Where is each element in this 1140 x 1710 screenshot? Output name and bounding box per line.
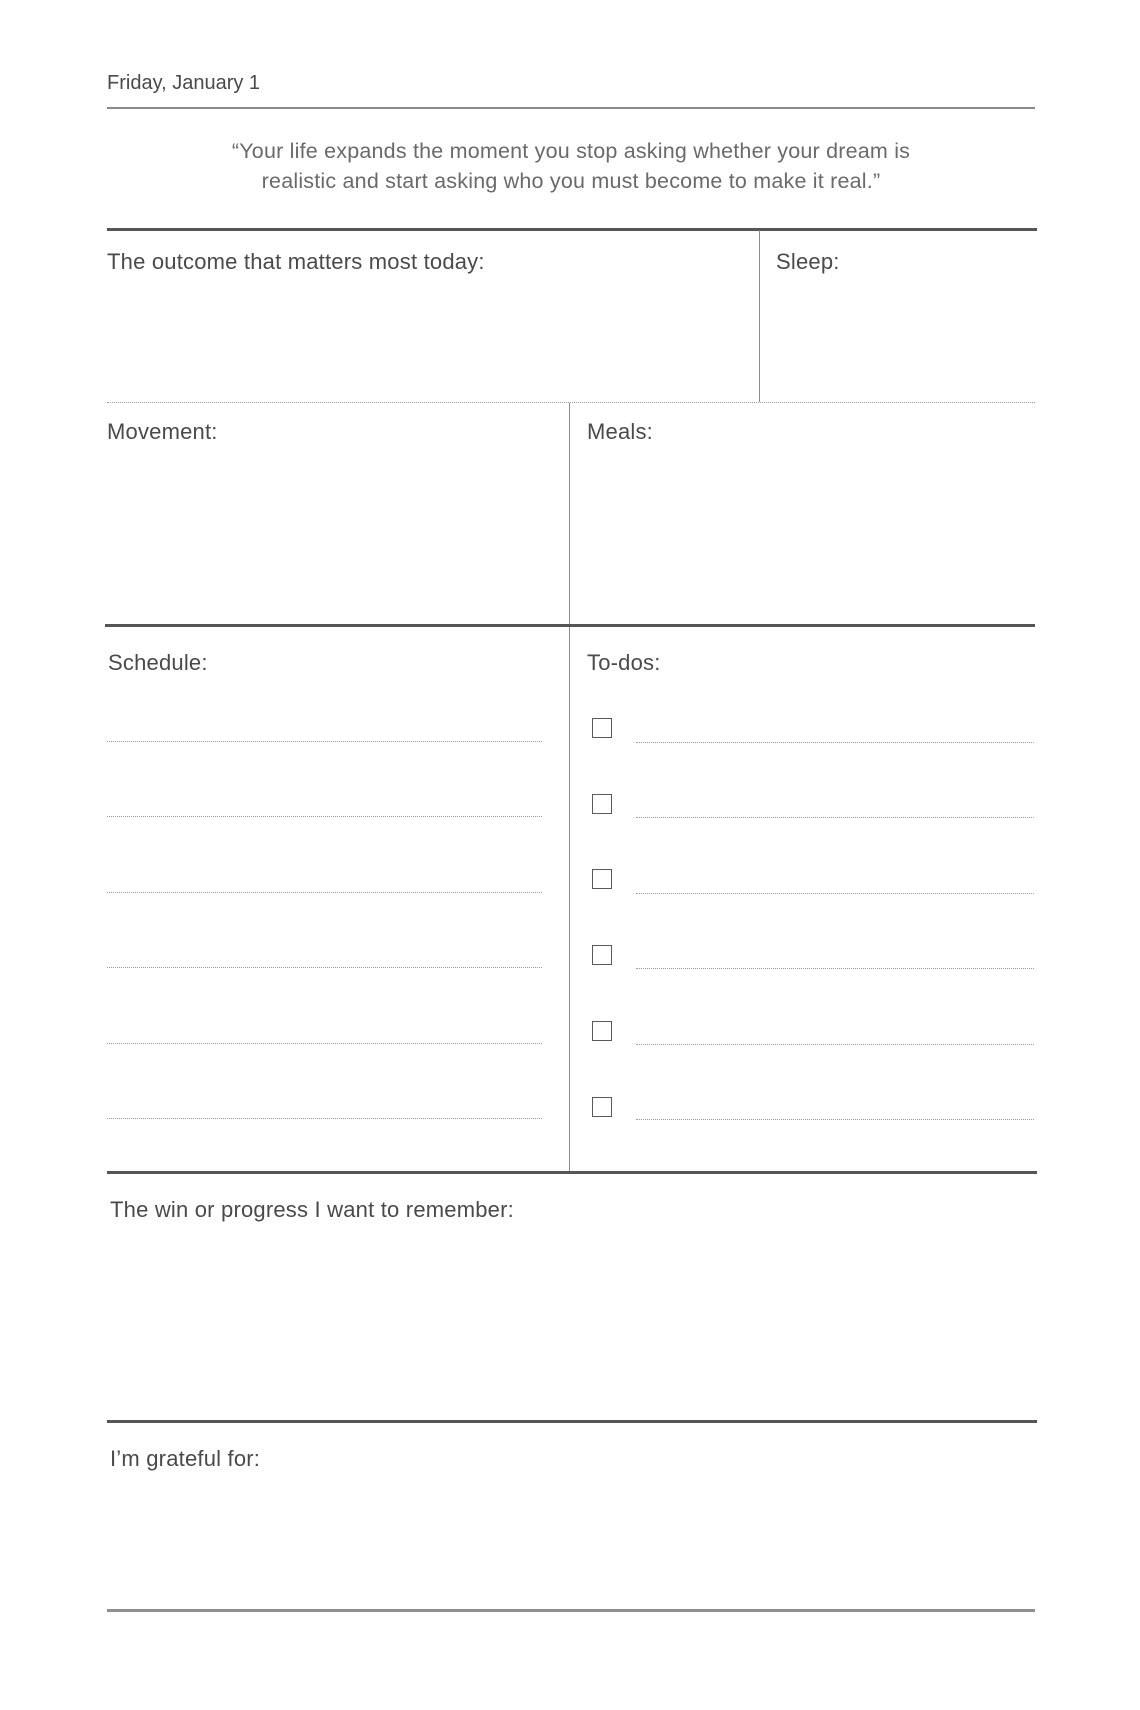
meals-field[interactable] <box>587 446 1034 622</box>
todo-checkbox[interactable] <box>592 869 612 889</box>
sleep-label: Sleep: <box>776 249 840 274</box>
todo-line[interactable] <box>636 1119 1034 1120</box>
win-label: The win or progress I want to remember: <box>110 1197 514 1222</box>
meals-label: Meals: <box>587 419 653 444</box>
schedule-label: Schedule: <box>108 650 208 675</box>
movement-meals-divider <box>569 403 570 626</box>
todo-line[interactable] <box>636 817 1034 818</box>
movement-label: Movement: <box>107 419 218 444</box>
schedule-todos-divider <box>569 627 570 1172</box>
page-date: Friday, January 1 <box>107 72 261 94</box>
outcome-bottom-line <box>107 402 1035 403</box>
todo-checkbox[interactable] <box>592 1097 612 1117</box>
sleep-field[interactable] <box>776 276 1034 400</box>
schedule-line[interactable] <box>107 1118 542 1119</box>
grateful-label: I’m grateful for: <box>110 1446 261 1471</box>
daily-quote <box>107 136 1035 196</box>
middle-section-divider <box>105 624 1035 627</box>
schedule-line[interactable] <box>107 1043 542 1044</box>
schedule-line[interactable] <box>107 967 542 968</box>
header-divider <box>107 107 1035 109</box>
win-section-divider <box>107 1420 1037 1423</box>
schedule-line[interactable] <box>107 892 542 893</box>
schedule-line[interactable] <box>107 816 542 817</box>
todo-line[interactable] <box>636 968 1034 969</box>
outcome-field[interactable] <box>107 276 752 400</box>
top-section-divider <box>107 228 1037 231</box>
quote-line-1: “Your life expands the moment you stop asking whether your dream is <box>231 139 911 163</box>
todo-line[interactable] <box>636 742 1034 743</box>
schedule-section-divider <box>107 1171 1037 1174</box>
todos-label: To-dos: <box>587 650 661 675</box>
page-bottom-line <box>107 1609 1035 1612</box>
outcome-sleep-divider <box>759 230 760 402</box>
todo-checkbox[interactable] <box>592 718 612 738</box>
outcome-label: The outcome that matters most today: <box>107 249 485 274</box>
todo-checkbox[interactable] <box>592 794 612 814</box>
grateful-field[interactable] <box>110 1478 1034 1608</box>
todo-checkbox[interactable] <box>592 1021 612 1041</box>
todo-line[interactable] <box>636 1044 1034 1045</box>
schedule-line[interactable] <box>107 741 542 742</box>
todo-checkbox[interactable] <box>592 945 612 965</box>
todo-line[interactable] <box>636 893 1034 894</box>
quote-line-2: realistic and start asking who you must become to make it real.” <box>261 169 881 193</box>
win-field[interactable] <box>110 1230 1034 1416</box>
movement-field[interactable] <box>107 446 562 622</box>
